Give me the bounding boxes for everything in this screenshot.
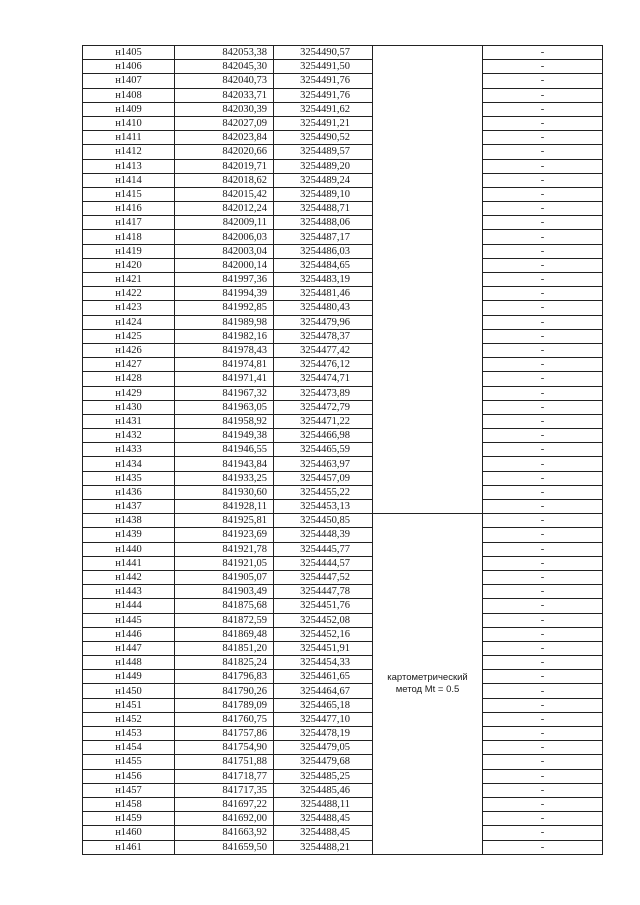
table-row — [83, 301, 603, 315]
x-coordinate-cell: 841796,83 — [175, 670, 274, 684]
accuracy-dash-cell: - — [483, 840, 603, 854]
point-name-cell: н1422 — [83, 287, 175, 301]
accuracy-dash-cell: - — [483, 329, 603, 343]
accuracy-dash-cell: - — [483, 670, 603, 684]
x-coordinate-cell: 841697,22 — [175, 797, 274, 811]
accuracy-dash-cell: - — [483, 755, 603, 769]
x-coordinate-cell: 841949,38 — [175, 429, 274, 443]
table-row — [83, 485, 603, 499]
table-row — [83, 216, 603, 230]
table-row — [83, 358, 603, 372]
y-coordinate-cell: 3254454,33 — [274, 656, 373, 670]
table-row — [83, 343, 603, 357]
y-coordinate-cell: 3254488,71 — [274, 202, 373, 216]
accuracy-dash-cell: - — [483, 641, 603, 655]
point-name-cell: н1451 — [83, 698, 175, 712]
x-coordinate-cell: 842020,66 — [175, 145, 274, 159]
y-coordinate-cell: 3254452,16 — [274, 627, 373, 641]
table-row — [83, 755, 603, 769]
table-row — [83, 514, 603, 528]
point-name-cell: н1434 — [83, 457, 175, 471]
accuracy-dash-cell: - — [483, 556, 603, 570]
accuracy-dash-cell: - — [483, 386, 603, 400]
table-row — [83, 684, 603, 698]
y-coordinate-cell: 3254451,91 — [274, 641, 373, 655]
accuracy-dash-cell: - — [483, 741, 603, 755]
table-row — [83, 414, 603, 428]
x-coordinate-cell: 842045,30 — [175, 60, 274, 74]
x-coordinate-cell: 841967,32 — [175, 386, 274, 400]
y-coordinate-cell: 3254488,45 — [274, 826, 373, 840]
table-row — [83, 599, 603, 613]
y-coordinate-cell: 3254491,76 — [274, 88, 373, 102]
accuracy-dash-cell: - — [483, 46, 603, 60]
point-name-cell: н1445 — [83, 613, 175, 627]
point-name-cell: н1424 — [83, 315, 175, 329]
x-coordinate-cell: 841989,98 — [175, 315, 274, 329]
table-row — [83, 783, 603, 797]
y-coordinate-cell: 3254478,37 — [274, 329, 373, 343]
accuracy-dash-cell: - — [483, 599, 603, 613]
x-coordinate-cell: 841751,88 — [175, 755, 274, 769]
y-coordinate-cell: 3254461,65 — [274, 670, 373, 684]
accuracy-dash-cell: - — [483, 315, 603, 329]
point-name-cell: н1420 — [83, 258, 175, 272]
y-coordinate-cell: 3254486,03 — [274, 244, 373, 258]
x-coordinate-cell: 841943,84 — [175, 457, 274, 471]
point-name-cell: н1450 — [83, 684, 175, 698]
x-coordinate-cell: 841946,55 — [175, 443, 274, 457]
x-coordinate-cell: 841928,11 — [175, 500, 274, 514]
point-name-cell: н1426 — [83, 343, 175, 357]
point-name-cell: н1448 — [83, 656, 175, 670]
table-row — [83, 542, 603, 556]
x-coordinate-cell: 841905,07 — [175, 570, 274, 584]
table-row — [83, 570, 603, 584]
x-coordinate-cell: 842040,73 — [175, 74, 274, 88]
y-coordinate-cell: 3254485,46 — [274, 783, 373, 797]
table-row — [83, 60, 603, 74]
point-name-cell: н1423 — [83, 301, 175, 315]
y-coordinate-cell: 3254489,57 — [274, 145, 373, 159]
y-coordinate-cell: 3254444,57 — [274, 556, 373, 570]
table-row — [83, 88, 603, 102]
accuracy-dash-cell: - — [483, 613, 603, 627]
table-row — [83, 698, 603, 712]
x-coordinate-cell: 842053,38 — [175, 46, 274, 60]
point-name-cell: н1418 — [83, 230, 175, 244]
table-row — [83, 797, 603, 811]
y-coordinate-cell: 3254453,13 — [274, 500, 373, 514]
accuracy-dash-cell: - — [483, 216, 603, 230]
accuracy-dash-cell: - — [483, 627, 603, 641]
x-coordinate-cell: 842012,24 — [175, 202, 274, 216]
coordinates-table — [82, 45, 603, 855]
y-coordinate-cell: 3254466,98 — [274, 429, 373, 443]
point-name-cell: н1447 — [83, 641, 175, 655]
y-coordinate-cell: 3254487,17 — [274, 230, 373, 244]
x-coordinate-cell: 842003,04 — [175, 244, 274, 258]
y-coordinate-cell: 3254491,50 — [274, 60, 373, 74]
y-coordinate-cell: 3254447,52 — [274, 570, 373, 584]
x-coordinate-cell: 841875,68 — [175, 599, 274, 613]
x-coordinate-cell: 841921,78 — [175, 542, 274, 556]
table-row — [83, 287, 603, 301]
accuracy-dash-cell: - — [483, 102, 603, 116]
x-coordinate-cell: 841923,69 — [175, 528, 274, 542]
point-name-cell: н1452 — [83, 712, 175, 726]
point-name-cell: н1435 — [83, 471, 175, 485]
x-coordinate-cell: 842009,11 — [175, 216, 274, 230]
accuracy-dash-cell: - — [483, 684, 603, 698]
y-coordinate-cell: 3254481,46 — [274, 287, 373, 301]
coordinates-table-body — [83, 46, 603, 855]
point-name-cell: н1411 — [83, 131, 175, 145]
y-coordinate-cell: 3254451,76 — [274, 599, 373, 613]
point-name-cell: н1433 — [83, 443, 175, 457]
y-coordinate-cell: 3254452,08 — [274, 613, 373, 627]
point-name-cell: н1444 — [83, 599, 175, 613]
accuracy-dash-cell: - — [483, 457, 603, 471]
x-coordinate-cell: 841997,36 — [175, 273, 274, 287]
y-coordinate-cell: 3254457,09 — [274, 471, 373, 485]
y-coordinate-cell: 3254490,52 — [274, 131, 373, 145]
x-coordinate-cell: 841978,43 — [175, 343, 274, 357]
accuracy-dash-cell: - — [483, 812, 603, 826]
table-row — [83, 585, 603, 599]
accuracy-dash-cell: - — [483, 88, 603, 102]
point-name-cell: н1454 — [83, 741, 175, 755]
point-name-cell: н1455 — [83, 755, 175, 769]
table-row — [83, 329, 603, 343]
accuracy-dash-cell: - — [483, 471, 603, 485]
table-row — [83, 102, 603, 116]
point-name-cell: н1421 — [83, 273, 175, 287]
table-row — [83, 202, 603, 216]
y-coordinate-cell: 3254447,78 — [274, 585, 373, 599]
x-coordinate-cell: 841790,26 — [175, 684, 274, 698]
accuracy-dash-cell: - — [483, 783, 603, 797]
y-coordinate-cell: 3254464,67 — [274, 684, 373, 698]
y-coordinate-cell: 3254480,43 — [274, 301, 373, 315]
table-row — [83, 372, 603, 386]
point-name-cell: н1408 — [83, 88, 175, 102]
point-name-cell: н1457 — [83, 783, 175, 797]
point-name-cell: н1419 — [83, 244, 175, 258]
table-row — [83, 641, 603, 655]
table-row — [83, 627, 603, 641]
accuracy-dash-cell: - — [483, 159, 603, 173]
y-coordinate-cell: 3254489,10 — [274, 187, 373, 201]
accuracy-dash-cell: - — [483, 500, 603, 514]
table-row — [83, 826, 603, 840]
table-row — [83, 471, 603, 485]
x-coordinate-cell: 841930,60 — [175, 485, 274, 499]
point-name-cell: н1407 — [83, 74, 175, 88]
y-coordinate-cell: 3254489,24 — [274, 173, 373, 187]
table-row — [83, 712, 603, 726]
table-row — [83, 769, 603, 783]
point-name-cell: н1406 — [83, 60, 175, 74]
table-row — [83, 457, 603, 471]
point-name-cell: н1428 — [83, 372, 175, 386]
table-row — [83, 500, 603, 514]
accuracy-dash-cell: - — [483, 287, 603, 301]
accuracy-dash-cell: - — [483, 797, 603, 811]
accuracy-dash-cell: - — [483, 656, 603, 670]
method-cell: картометрический метод Mt = 0.5 — [373, 514, 483, 855]
point-name-cell: н1441 — [83, 556, 175, 570]
table-row — [83, 187, 603, 201]
point-name-cell: н1415 — [83, 187, 175, 201]
table-row — [83, 741, 603, 755]
accuracy-dash-cell: - — [483, 769, 603, 783]
x-coordinate-cell: 841825,24 — [175, 656, 274, 670]
y-coordinate-cell: 3254491,76 — [274, 74, 373, 88]
accuracy-dash-cell: - — [483, 187, 603, 201]
accuracy-dash-cell: - — [483, 514, 603, 528]
table-row — [83, 46, 603, 60]
x-coordinate-cell: 841872,59 — [175, 613, 274, 627]
table-row — [83, 443, 603, 457]
table-row — [83, 244, 603, 258]
point-name-cell: н1416 — [83, 202, 175, 216]
accuracy-dash-cell: - — [483, 60, 603, 74]
point-name-cell: н1461 — [83, 840, 175, 854]
y-coordinate-cell: 3254448,39 — [274, 528, 373, 542]
point-name-cell: н1430 — [83, 400, 175, 414]
x-coordinate-cell: 842019,71 — [175, 159, 274, 173]
table-row — [83, 273, 603, 287]
x-coordinate-cell: 841692,00 — [175, 812, 274, 826]
y-coordinate-cell: 3254485,25 — [274, 769, 373, 783]
accuracy-dash-cell: - — [483, 712, 603, 726]
point-name-cell: н1436 — [83, 485, 175, 499]
table-row — [83, 429, 603, 443]
point-name-cell: н1437 — [83, 500, 175, 514]
table-row — [83, 74, 603, 88]
point-name-cell: н1459 — [83, 812, 175, 826]
accuracy-dash-cell: - — [483, 230, 603, 244]
table-row — [83, 230, 603, 244]
x-coordinate-cell: 841663,92 — [175, 826, 274, 840]
accuracy-dash-cell: - — [483, 244, 603, 258]
x-coordinate-cell: 841971,41 — [175, 372, 274, 386]
y-coordinate-cell: 3254472,79 — [274, 400, 373, 414]
x-coordinate-cell: 842030,39 — [175, 102, 274, 116]
table-row — [83, 159, 603, 173]
table-row — [83, 613, 603, 627]
x-coordinate-cell: 841903,49 — [175, 585, 274, 599]
y-coordinate-cell: 3254479,96 — [274, 315, 373, 329]
point-name-cell: н1417 — [83, 216, 175, 230]
point-name-cell: н1446 — [83, 627, 175, 641]
point-name-cell: н1414 — [83, 173, 175, 187]
y-coordinate-cell: 3254488,21 — [274, 840, 373, 854]
x-coordinate-cell: 841754,90 — [175, 741, 274, 755]
x-coordinate-cell: 841958,92 — [175, 414, 274, 428]
y-coordinate-cell: 3254491,62 — [274, 102, 373, 116]
x-coordinate-cell: 841659,50 — [175, 840, 274, 854]
x-coordinate-cell: 841963,05 — [175, 400, 274, 414]
y-coordinate-cell: 3254488,06 — [274, 216, 373, 230]
point-name-cell: н1431 — [83, 414, 175, 428]
y-coordinate-cell: 3254471,22 — [274, 414, 373, 428]
x-coordinate-cell: 841760,75 — [175, 712, 274, 726]
point-name-cell: н1425 — [83, 329, 175, 343]
y-coordinate-cell: 3254489,20 — [274, 159, 373, 173]
y-coordinate-cell: 3254484,65 — [274, 258, 373, 272]
point-name-cell: н1412 — [83, 145, 175, 159]
accuracy-dash-cell: - — [483, 414, 603, 428]
x-coordinate-cell: 842023,84 — [175, 131, 274, 145]
y-coordinate-cell: 3254488,11 — [274, 797, 373, 811]
x-coordinate-cell: 841921,05 — [175, 556, 274, 570]
accuracy-dash-cell: - — [483, 400, 603, 414]
table-row — [83, 386, 603, 400]
accuracy-dash-cell: - — [483, 145, 603, 159]
accuracy-dash-cell: - — [483, 343, 603, 357]
x-coordinate-cell: 841869,48 — [175, 627, 274, 641]
accuracy-dash-cell: - — [483, 301, 603, 315]
accuracy-dash-cell: - — [483, 698, 603, 712]
x-coordinate-cell: 842000,14 — [175, 258, 274, 272]
y-coordinate-cell: 3254445,77 — [274, 542, 373, 556]
point-name-cell: н1458 — [83, 797, 175, 811]
accuracy-dash-cell: - — [483, 429, 603, 443]
y-coordinate-cell: 3254463,97 — [274, 457, 373, 471]
point-name-cell: н1409 — [83, 102, 175, 116]
accuracy-dash-cell: - — [483, 273, 603, 287]
x-coordinate-cell: 842027,09 — [175, 116, 274, 130]
accuracy-dash-cell: - — [483, 116, 603, 130]
x-coordinate-cell: 841851,20 — [175, 641, 274, 655]
x-coordinate-cell: 841982,16 — [175, 329, 274, 343]
table-row — [83, 131, 603, 145]
y-coordinate-cell: 3254473,89 — [274, 386, 373, 400]
point-name-cell: н1453 — [83, 727, 175, 741]
y-coordinate-cell: 3254455,22 — [274, 485, 373, 499]
x-coordinate-cell: 842015,42 — [175, 187, 274, 201]
x-coordinate-cell: 841992,85 — [175, 301, 274, 315]
accuracy-dash-cell: - — [483, 131, 603, 145]
x-coordinate-cell: 842006,03 — [175, 230, 274, 244]
point-name-cell: н1442 — [83, 570, 175, 584]
x-coordinate-cell: 841717,35 — [175, 783, 274, 797]
accuracy-dash-cell: - — [483, 74, 603, 88]
accuracy-dash-cell: - — [483, 202, 603, 216]
accuracy-dash-cell: - — [483, 258, 603, 272]
table-row — [83, 258, 603, 272]
point-name-cell: н1405 — [83, 46, 175, 60]
x-coordinate-cell: 842018,62 — [175, 173, 274, 187]
y-coordinate-cell: 3254479,05 — [274, 741, 373, 755]
table-row — [83, 840, 603, 854]
point-name-cell: н1440 — [83, 542, 175, 556]
accuracy-dash-cell: - — [483, 826, 603, 840]
accuracy-dash-cell: - — [483, 372, 603, 386]
x-coordinate-cell: 841925,81 — [175, 514, 274, 528]
point-name-cell: н1413 — [83, 159, 175, 173]
accuracy-dash-cell: - — [483, 173, 603, 187]
point-name-cell: н1456 — [83, 769, 175, 783]
y-coordinate-cell: 3254483,19 — [274, 273, 373, 287]
y-coordinate-cell: 3254465,18 — [274, 698, 373, 712]
accuracy-dash-cell: - — [483, 570, 603, 584]
table-row — [83, 656, 603, 670]
table-row — [83, 400, 603, 414]
y-coordinate-cell: 3254479,68 — [274, 755, 373, 769]
point-name-cell: н1410 — [83, 116, 175, 130]
y-coordinate-cell: 3254478,19 — [274, 727, 373, 741]
point-name-cell: н1432 — [83, 429, 175, 443]
y-coordinate-cell: 3254477,42 — [274, 343, 373, 357]
y-coordinate-cell: 3254450,85 — [274, 514, 373, 528]
table-row — [83, 812, 603, 826]
accuracy-dash-cell: - — [483, 485, 603, 499]
table-row — [83, 145, 603, 159]
x-coordinate-cell: 842033,71 — [175, 88, 274, 102]
accuracy-dash-cell: - — [483, 528, 603, 542]
y-coordinate-cell: 3254474,71 — [274, 372, 373, 386]
point-name-cell: н1439 — [83, 528, 175, 542]
table-row — [83, 315, 603, 329]
x-coordinate-cell: 841974,81 — [175, 358, 274, 372]
x-coordinate-cell: 841789,09 — [175, 698, 274, 712]
point-name-cell: н1429 — [83, 386, 175, 400]
y-coordinate-cell: 3254491,21 — [274, 116, 373, 130]
point-name-cell: н1438 — [83, 514, 175, 528]
y-coordinate-cell: 3254488,45 — [274, 812, 373, 826]
accuracy-dash-cell: - — [483, 542, 603, 556]
x-coordinate-cell: 841933,25 — [175, 471, 274, 485]
table-row — [83, 528, 603, 542]
y-coordinate-cell: 3254477,10 — [274, 712, 373, 726]
method-cell-empty — [373, 46, 483, 514]
accuracy-dash-cell: - — [483, 443, 603, 457]
accuracy-dash-cell: - — [483, 727, 603, 741]
x-coordinate-cell: 841757,86 — [175, 727, 274, 741]
accuracy-dash-cell: - — [483, 358, 603, 372]
table-row — [83, 670, 603, 684]
point-name-cell: н1443 — [83, 585, 175, 599]
table-row — [83, 727, 603, 741]
x-coordinate-cell: 841718,77 — [175, 769, 274, 783]
table-row — [83, 556, 603, 570]
point-name-cell: н1460 — [83, 826, 175, 840]
coordinates-table-page — [82, 45, 602, 855]
y-coordinate-cell: 3254490,57 — [274, 46, 373, 60]
table-row — [83, 116, 603, 130]
x-coordinate-cell: 841994,39 — [175, 287, 274, 301]
table-row — [83, 173, 603, 187]
y-coordinate-cell: 3254476,12 — [274, 358, 373, 372]
accuracy-dash-cell: - — [483, 585, 603, 599]
point-name-cell: н1449 — [83, 670, 175, 684]
y-coordinate-cell: 3254465,59 — [274, 443, 373, 457]
point-name-cell: н1427 — [83, 358, 175, 372]
